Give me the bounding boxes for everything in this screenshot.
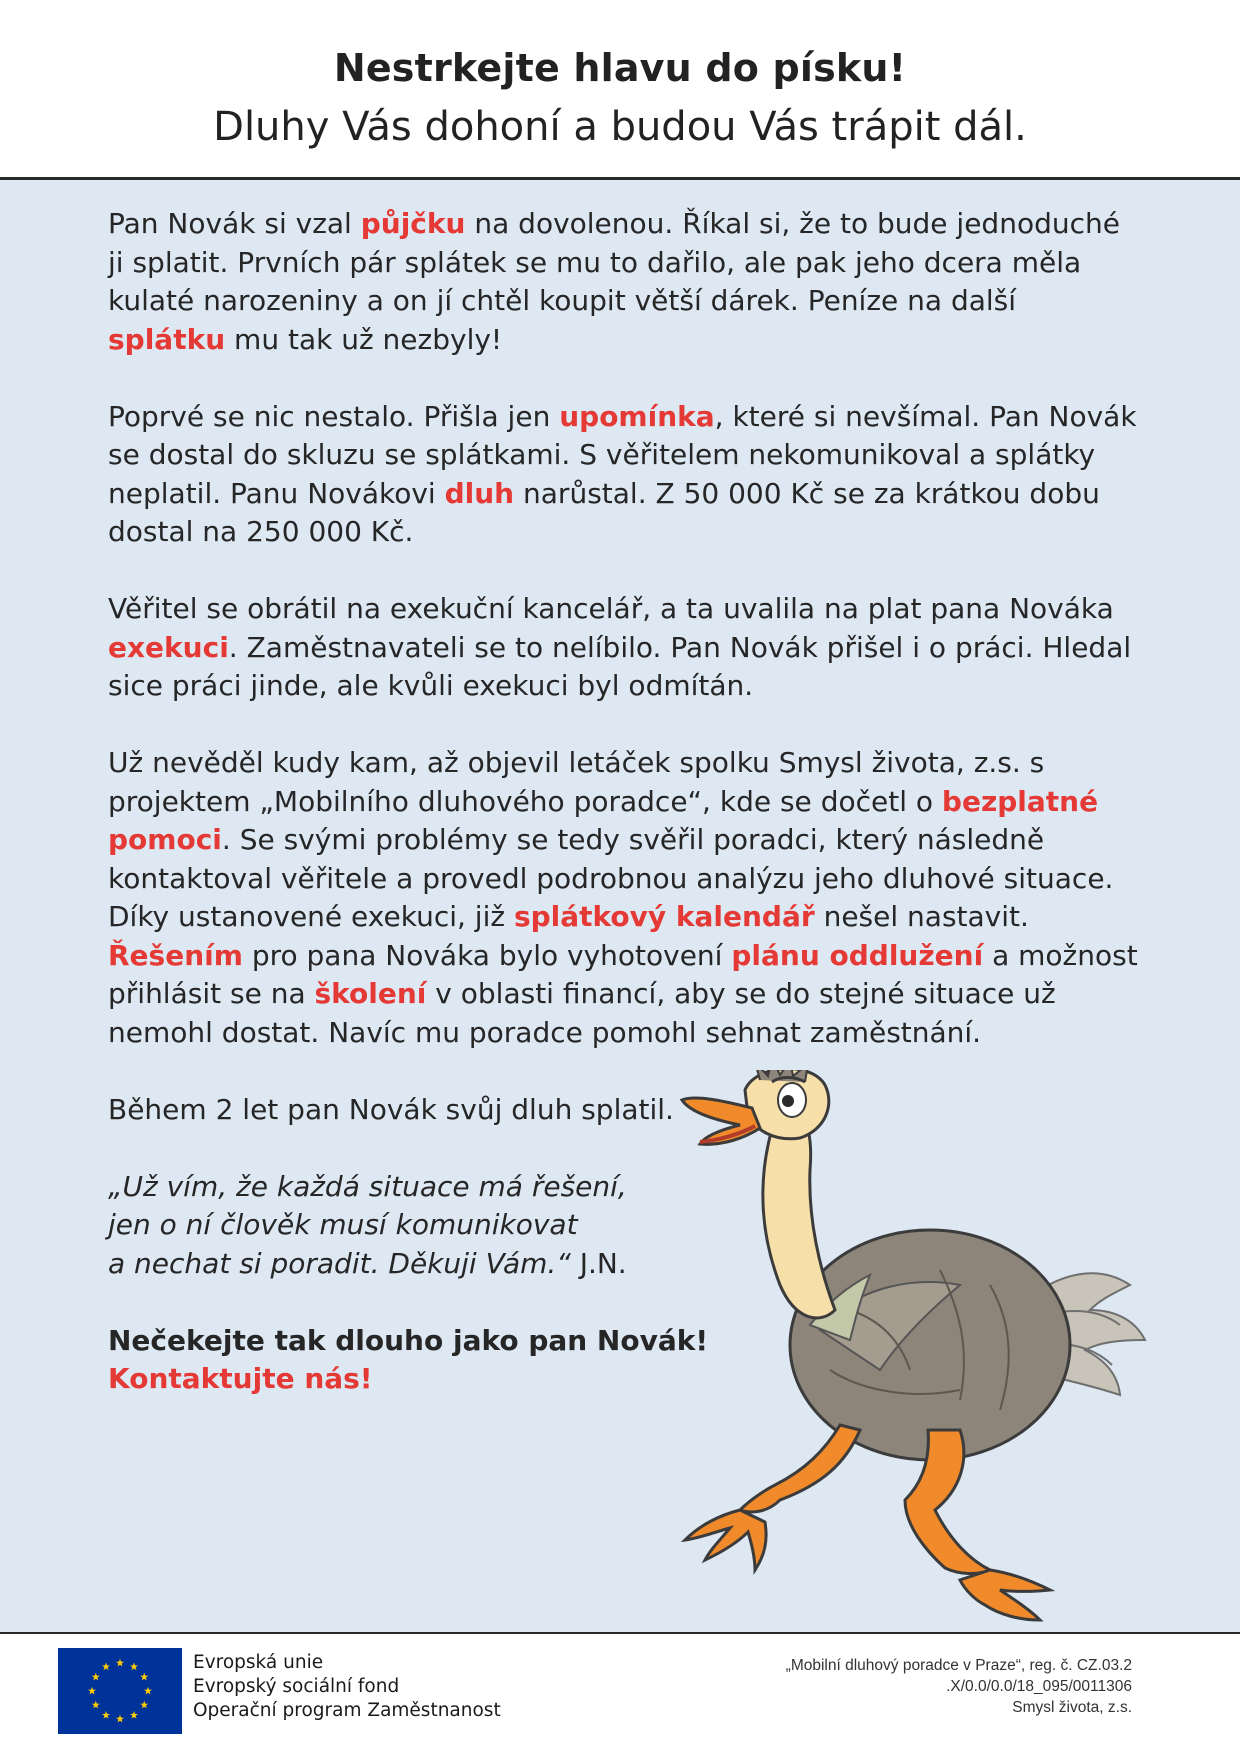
highlighted-term: splátku	[108, 322, 226, 356]
quote-text: „Už vím, že každá situace má řešení, jen o ní člověk musí komunikovat a nechat si poradit. Děkuji Vám.“	[108, 1169, 627, 1280]
project-line-2: .X/0.0/0.0/18_095/0011306	[946, 1678, 1132, 1695]
header	[0, 0, 1240, 176]
eu-funding-text	[193, 1651, 501, 1723]
project-line-3: Smysl života, z.s.	[1012, 1699, 1132, 1716]
ostrich-head	[682, 1070, 829, 1144]
text-segment: na dovolenou. Říkal si, že to bude jednoduché ji splatit. Prvních pár splátek se mu to dařilo, ale pak jeho dcera měla kulaté narozeniny a on jí chtěl koupit větší dárek. Peníze na další	[108, 207, 1120, 317]
story-paragraph-4	[108, 744, 1138, 1052]
eu-flag-icon	[58, 1648, 182, 1734]
highlighted-term: splátkový kalendář	[513, 900, 815, 933]
page-subtitle: Dluhy Vás dohoní a budou Vás trápit dál.	[213, 104, 1027, 150]
text-segment: v oblasti financí, aby se do stejné situace už nemohl dostat. Navíc mu poradce pomohl sehnat zaměstnání.	[108, 977, 1056, 1049]
highlighted-term: Řešením	[108, 938, 243, 972]
contact-us-link[interactable]: Kontaktujte nás!	[108, 1362, 373, 1395]
eu-line-2: Evropský sociální fond	[193, 1676, 400, 1697]
story-paragraph-1	[108, 205, 1138, 359]
story-paragraph-3	[108, 590, 1138, 706]
text-segment: Věřitel se obrátil na exekuční kancelář, a ta uvalila na plat pana Nováka	[108, 592, 1114, 625]
text-segment: Pan Novák si vzal	[108, 207, 361, 240]
ostrich-neck	[763, 1110, 835, 1318]
highlighted-term: plánu oddlužení	[731, 938, 984, 972]
highlighted-term: bezplatné pomoci	[108, 784, 1099, 856]
footer-divider	[0, 1632, 1240, 1634]
highlighted-term: upomínka	[559, 399, 715, 433]
ostrich-body	[790, 1230, 1070, 1460]
text-segment: nešel nastavit.	[814, 900, 1029, 933]
text-segment: , které si nevšímal. Pan Novák se dostal do skluzu se splátkami. S věřitelem nekomunikoval a splátky neplatil. Panu Novákovi	[108, 399, 1137, 510]
eu-line-3: Operační program Zaměstnanost	[193, 1700, 501, 1721]
ostrich-legs	[685, 1425, 1050, 1620]
text-segment: pro pana Nováka bylo vyhotovení	[242, 938, 732, 972]
text-segment: mu tak už nezbyly!	[225, 322, 503, 356]
highlighted-term: školení	[314, 977, 427, 1010]
text-segment: a možnost přihlásit se na	[108, 938, 1138, 1010]
story-paragraph-2	[108, 398, 1138, 552]
project-info	[612, 1655, 1132, 1718]
text-segment: Už nevěděl kudy kam, až objevil letáček spolku Smysl života, z.s. s projektem „Mobilního dluhového poradce“, kde se dočetl o	[108, 746, 1045, 818]
text-segment: narůstal. Z 50 000 Kč se za krátkou dobu dostal na 250 000 Kč.	[108, 476, 1100, 548]
text-segment: . Se svými problémy se tedy svěřil poradci, který následně kontaktoval věřitele a provedl podrobnou analýzu jeho dluhové situace. Díky ustanovené exekuci, již	[108, 823, 1114, 933]
text-segment: Poprvé se nic nestalo. Přišla jen	[108, 399, 560, 433]
quote-author: J.N.	[570, 1246, 627, 1280]
highlighted-term: exekuci	[108, 630, 229, 664]
project-line-1: „Mobilní dluhový poradce v Praze“, reg. č. CZ.03.2	[785, 1657, 1132, 1674]
call-to-action: Nečekejte tak dlouho jako pan Novák!	[108, 1323, 709, 1357]
ostrich-illustration	[660, 1070, 1160, 1630]
highlighted-term: půjčku	[360, 207, 466, 240]
eu-line-1: Evropská unie	[193, 1652, 324, 1673]
page-title: Nestrkejte hlavu do písku!	[333, 46, 907, 90]
highlighted-term: dluh	[444, 476, 515, 510]
text-segment: . Zaměstnavateli se to nelíbilo. Pan Novák přišel i o práci. Hledal sice práci jinde, ale kvůli exekuci byl odmítán.	[108, 630, 1132, 702]
story-paragraph-5: Během 2 let pan Novák svůj dluh splatil.	[108, 1092, 674, 1126]
